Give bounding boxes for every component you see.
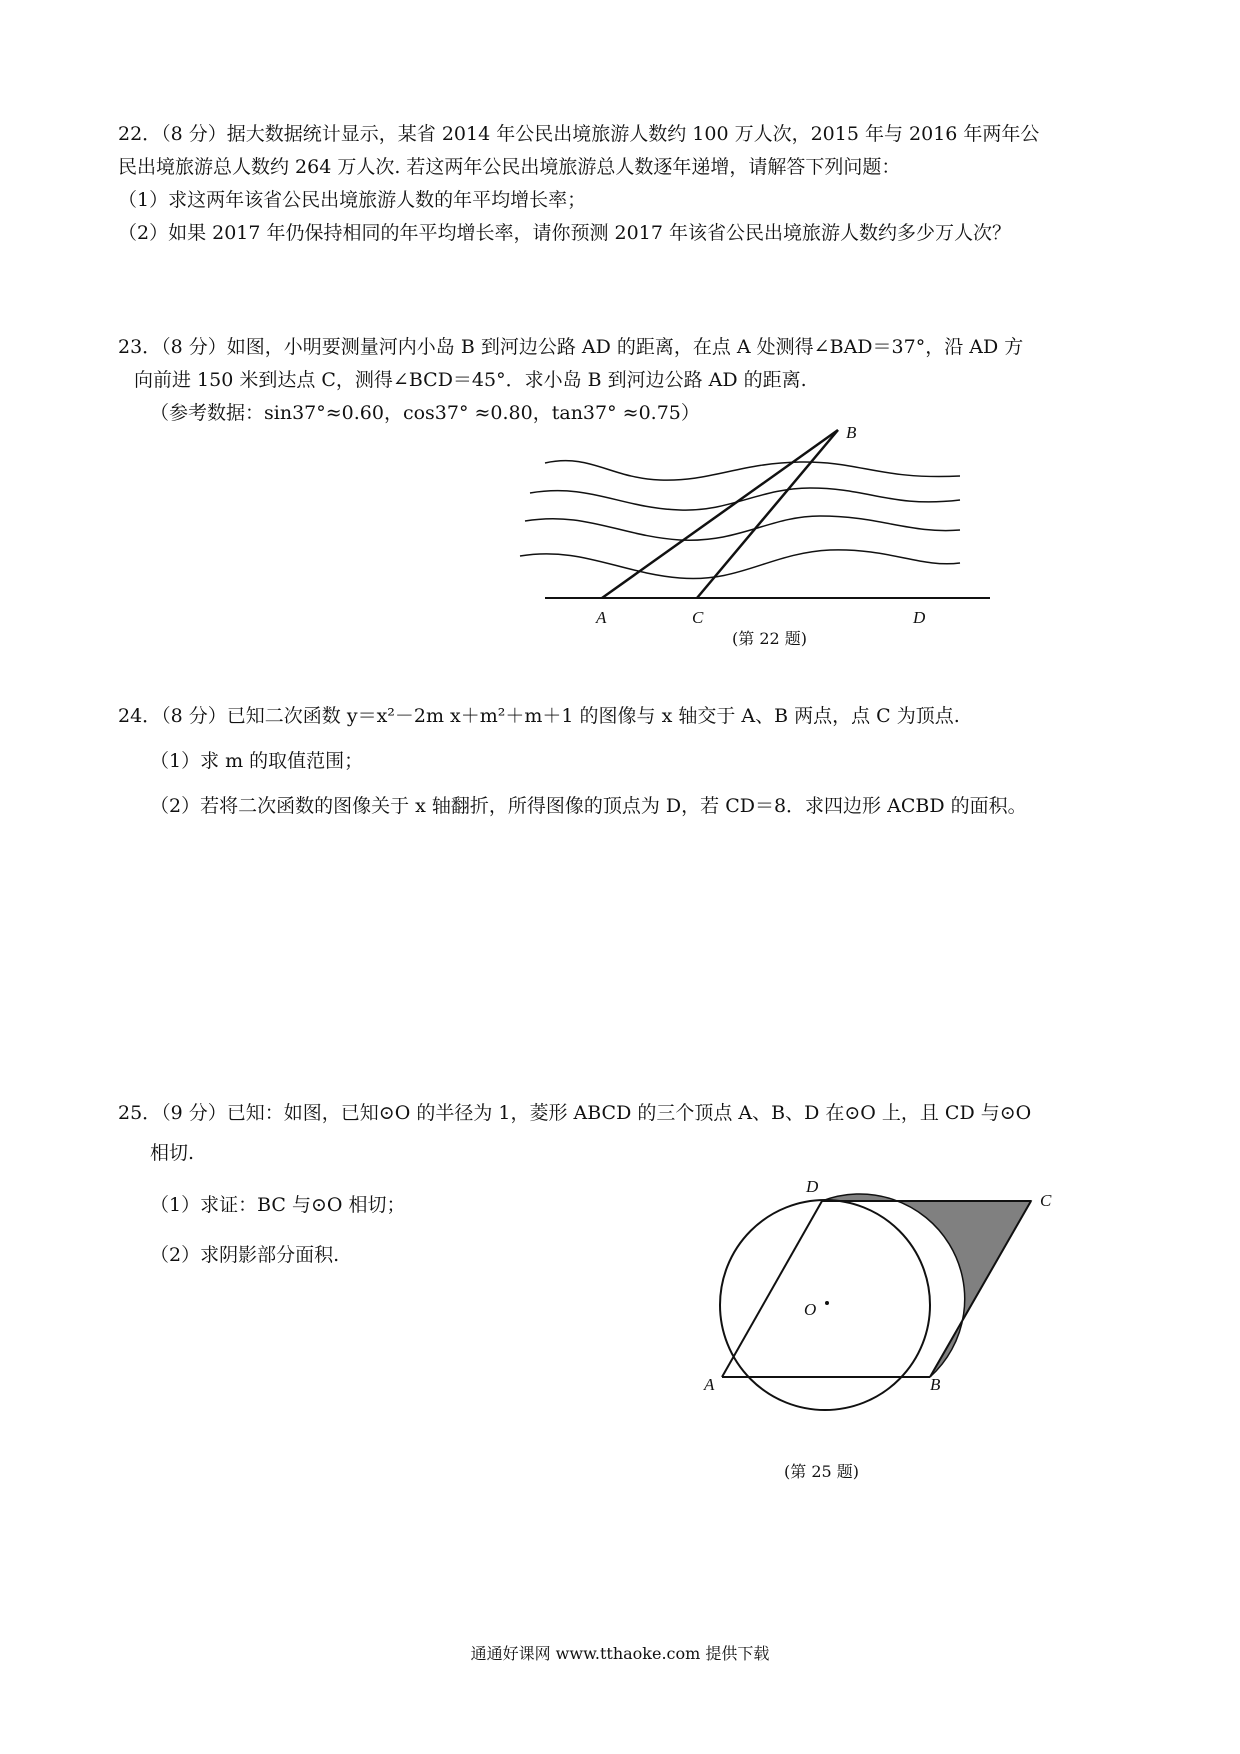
q25-label-c: C xyxy=(1040,1191,1052,1210)
q23-label-b: B xyxy=(846,423,857,442)
q23-reference-data: （参考数据：sin37°≈0.60，cos37° ≈0.80，tan37° ≈0.75） xyxy=(150,402,700,424)
q23-label-d: D xyxy=(913,608,926,627)
page-footer: 通通好课网 www.tthaoke.com 提供下载 xyxy=(470,1644,770,1663)
q25-rhombus-circle-figure xyxy=(690,1180,1070,1470)
side-ad xyxy=(722,1201,822,1377)
q22-part2: （2）如果 2017 年仍保持相同的年平均增长率，请你预测 2017 年该省公民出境旅游人数约多少万人次？ xyxy=(118,222,1011,244)
q23-stem-line2: 向前进 150 米到达点 C，测得∠BCD＝45°．求小岛 B 到河边公路 AD 的距离. xyxy=(134,369,807,391)
q23-label-a: A xyxy=(596,608,607,627)
q22-stem-line2: 民出境旅游总人数约 264 万人次. 若这两年公民出境旅游总人数逐年递增，请解答下列问题： xyxy=(118,156,901,178)
q25-label-o: O xyxy=(804,1300,817,1319)
q25-part1: （1）求证：BC 与⊙O 相切； xyxy=(150,1194,406,1216)
q23-figure-caption: (第 22 题) xyxy=(732,629,808,648)
q25-figure-caption: (第 25 题) xyxy=(784,1462,860,1481)
q25-label-d: D xyxy=(806,1180,819,1196)
q23-stem-line1: 23．（8 分）如图，小明要测量河内小岛 B 到河边公路 AD 的距离，在点 A 处测得∠BAD＝37°，沿 AD 方 xyxy=(118,336,1024,358)
q25-label-b: B xyxy=(930,1375,941,1394)
q25-stem-line1: 25．（9 分）已知：如图，已知⊙O 的半径为 1，菱形 ABCD 的三个顶点 A、B、D 在⊙O 上，且 CD 与⊙O xyxy=(118,1102,1032,1124)
q22-part1: （1）求这两年该省公民出境旅游人数的年平均增长率； xyxy=(118,189,587,211)
q23-river-figure xyxy=(510,418,990,648)
q25-label-a: A xyxy=(704,1375,715,1394)
q24-part1: （1）求 m 的取值范围； xyxy=(150,750,364,772)
center-point xyxy=(825,1301,829,1305)
circle-o xyxy=(720,1200,930,1410)
segment-ab xyxy=(602,430,838,598)
q24-stem: 24．（8 分）已知二次函数 y＝x²－2m x＋m²＋m＋1 的图像与 x 轴交于 A、B 两点，点 C 为顶点. xyxy=(118,705,960,727)
q25-part2: （2）求阴影部分面积. xyxy=(150,1244,340,1266)
q23-label-c: C xyxy=(692,608,704,627)
shaded-region xyxy=(822,1194,1031,1377)
q24-part2: （2）若将二次函数的图像关于 x 轴翻折，所得图像的顶点为 D，若 CD＝8．求四边形 ACBD 的面积。 xyxy=(150,795,1027,817)
river-wave-lines xyxy=(520,461,960,579)
q25-stem-line2: 相切. xyxy=(150,1142,195,1164)
q22-stem-line1: 22．（8 分）据大数据统计显示，某省 2014 年公民出境旅游人数约 100 万人次，2015 年与 2016 年两年公 xyxy=(118,123,1040,145)
